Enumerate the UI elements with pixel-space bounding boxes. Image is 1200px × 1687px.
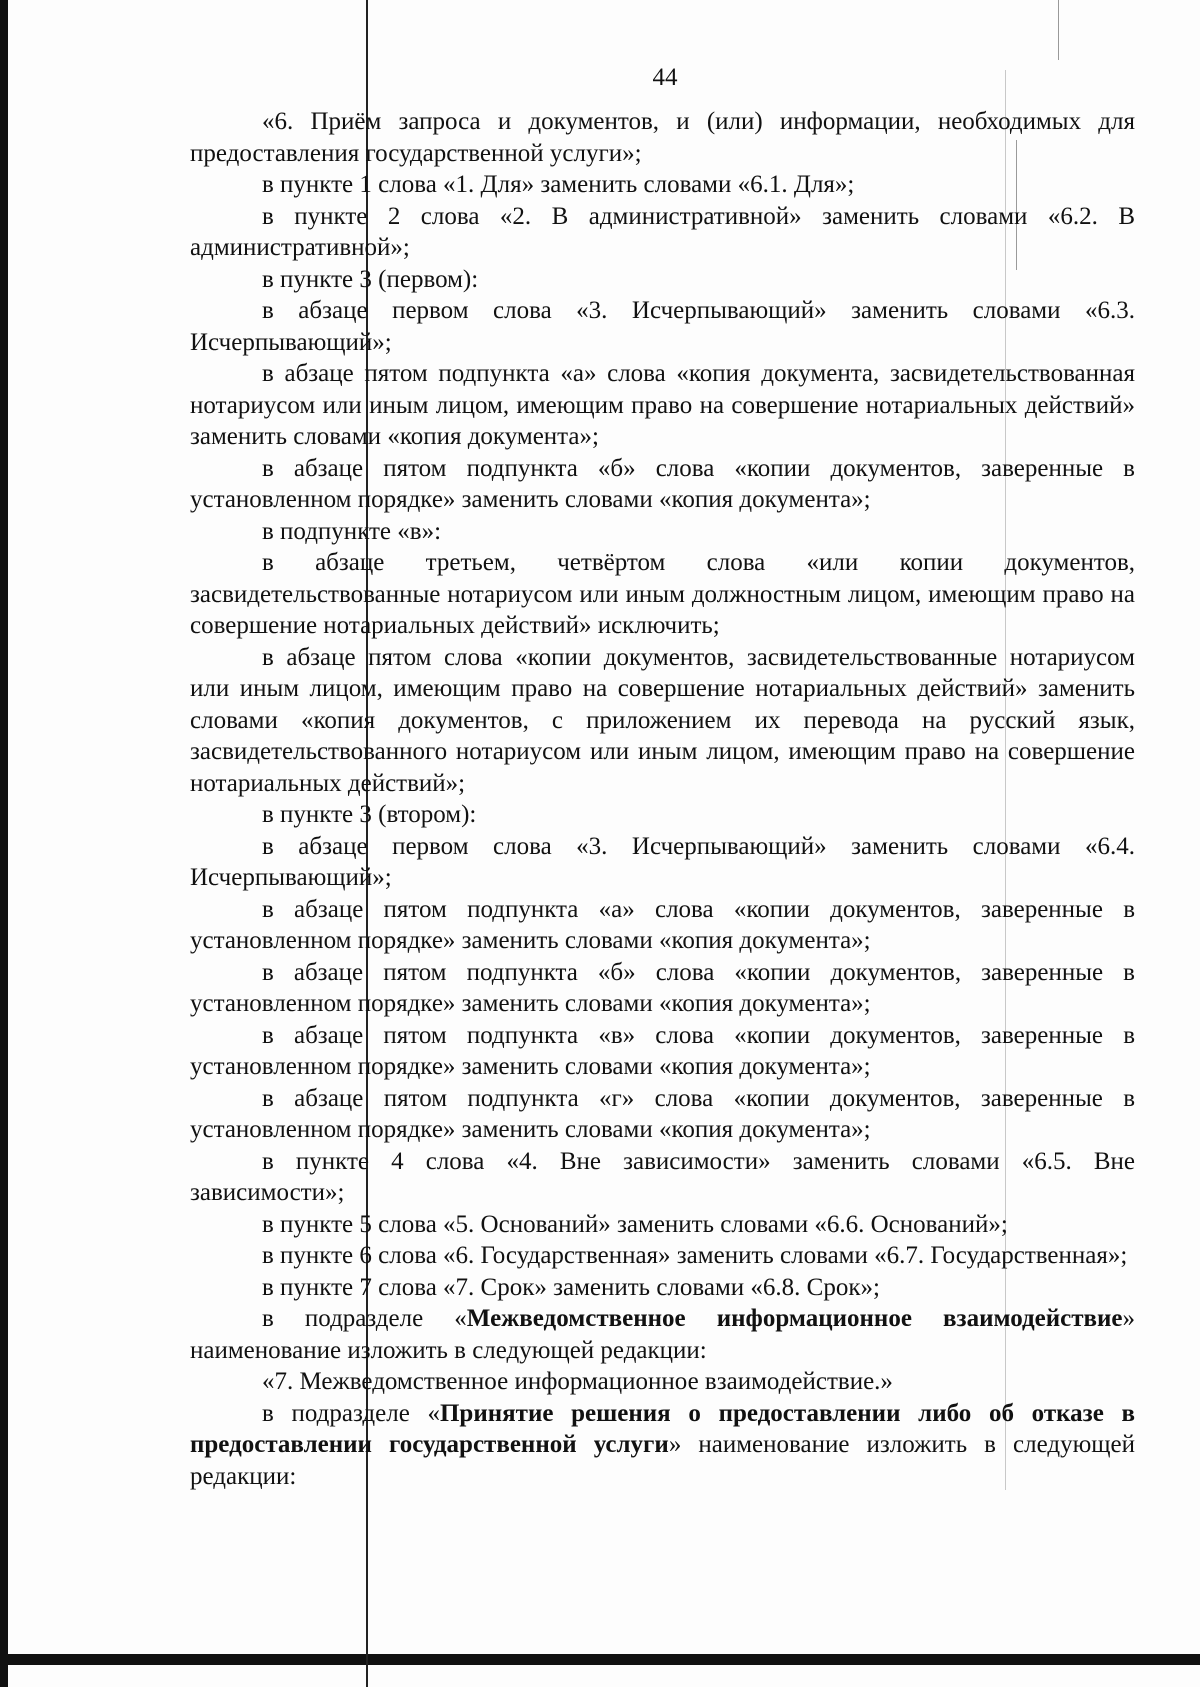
paragraph: в пункте 3 (первом): xyxy=(262,265,479,293)
paragraph: «6. Приём запроса и документов, и (или) информации, необходимых для предоставления государственной услуги»; xyxy=(190,108,1135,167)
paragraph: в абзаце пятом подпункта «а» слова «копии документов, заверенные в установленном порядке» заменить словами «копия документа»; xyxy=(190,895,1135,954)
paragraph: в пункте 2 слова «2. В административной» заменить словами «6.2. В административной»; xyxy=(190,202,1135,261)
paragraph: в абзаце пятом слова «копии документов, засвидетельствованные нотариусом или иным лицом, имеющим право на совершение нотариальных действий» заменить словами «копия документов, с приложением их перевода на русский язык, засвидетельствованного нотариусом или иным лицом, имеющим право на совершение нотариальных действий»; xyxy=(190,643,1135,797)
paragraph: в абзаце пятом подпункта «б» слова «копии документов, заверенные в установленном порядке» заменить словами «копия документа»; xyxy=(190,958,1135,1017)
paragraph: в абзаце первом слова «3. Исчерпывающий» заменить словами «6.3. Исчерпывающий»; xyxy=(190,297,1135,356)
text-post: » наименование изложить в следующей редакции: xyxy=(190,1305,1135,1364)
paragraph: в пункте 6 слова «6. Государственная» заменить словами «6.7. Государственная»; xyxy=(262,1242,1128,1269)
paragraph: в пункте 5 слова «5. Оснований» заменить словами «6.6. Оснований»; xyxy=(262,1210,1008,1238)
section-title-bold: Межведомственное информационное взаимодействие xyxy=(466,1305,1123,1332)
paragraph: в абзаце первом слова «3. Исчерпывающий» заменить словами «6.4. Исчерпывающий»; xyxy=(190,832,1135,891)
text-post: » наименование изложить в следующей редакции: xyxy=(190,1431,1135,1490)
text-pre: в подразделе « xyxy=(262,1305,467,1332)
paragraph: в пункте 4 слова «4. Вне зависимости» заменить словами «6.5. Вне зависимости»; xyxy=(190,1147,1135,1206)
paragraph: в абзаце пятом подпункта «в» слова «копии документов, заверенные в установленном порядке» заменить словами «копия документа»; xyxy=(190,1021,1135,1080)
page-number: 44 xyxy=(652,64,678,91)
paragraph: в пункте 3 (втором): xyxy=(262,801,477,828)
paragraph: в абзаце пятом подпункта «а» слова «копия документа, засвидетельствованная нотариусом или иным лицом, имеющим право на совершение нотариальных действий» заменить словами «копия документа»; xyxy=(190,360,1135,450)
paragraph: в подпункте «в»: xyxy=(262,517,442,545)
paragraph: в пункте 7 слова «7. Срок» заменить словами «6.8. Срок»; xyxy=(262,1273,880,1301)
paragraph-quote: «7. Межведомственное информационное взаимодействие.» xyxy=(262,1368,893,1395)
paragraph: в пункте 1 слова «1. Для» заменить словами «6.1. Для»; xyxy=(262,171,855,198)
scan-bottom-edge xyxy=(0,1654,1200,1665)
paragraph: в абзаце пятом подпункта «б» слова «копии документов, заверенные в установленном порядке» заменить словами «копия документа»; xyxy=(190,454,1135,513)
paragraph-section-heading-2 xyxy=(190,1398,1135,1493)
paragraph: в абзаце пятом подпункта «г» слова «копии документов, заверенные в установленном порядке» заменить словами «копия документа»; xyxy=(190,1084,1135,1143)
paragraph-section-heading-1 xyxy=(190,1303,1135,1366)
section-title-bold: Принятие решения о предоставлении либо об отказе в предоставлении государственной услуги xyxy=(190,1399,1135,1458)
scan-faint-line-top xyxy=(1058,0,1059,60)
document-body xyxy=(190,106,1135,1492)
paragraph: в абзаце третьем, четвёртом слова «или копии документов, засвидетельствованные нотариусом или иным должностным лицом, имеющим право на совершение нотариальных действий» исключить; xyxy=(190,549,1135,639)
text-pre: в подразделе « xyxy=(262,1399,440,1427)
scan-left-edge xyxy=(0,0,8,1687)
